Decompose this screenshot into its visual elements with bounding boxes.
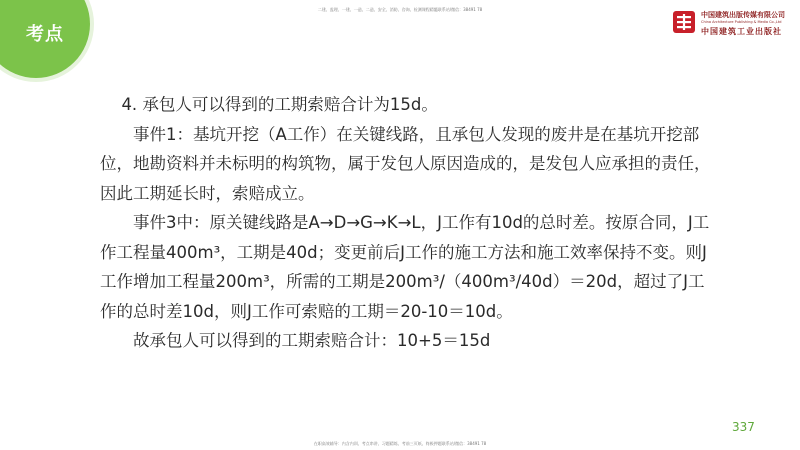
- publisher-emblem-icon: [672, 10, 696, 34]
- publisher-name-en: China Architecture Publishing & Media Co.,Ltd: [701, 20, 782, 24]
- event-1-explanation: 事件1：基坑开挖（A工作）在关键线路，且承包人发现的废井是在基坑开挖部位，地勘资料并未标明的构筑物，属于发包人原因造成的，是发包人应承担的责任，因此工期延长时，索赔成立。: [100, 124, 711, 203]
- publisher-logo-block: [672, 10, 792, 40]
- answer-content: [100, 90, 720, 356]
- answer-conclusion: 4. 承包人可以得到的工期索赔合计为15d。: [121, 95, 438, 114]
- page-number: 337: [732, 420, 755, 434]
- publisher-name-cn: 中国建筑出版传媒有限公司: [701, 11, 785, 19]
- bottom-watermark-note: 在职高效辅导：内含内训、考点串讲、习题精练、考前三页纸、终极押题联系站/微信：38491 78: [313, 441, 487, 446]
- top-watermark-note: 二建、监理、一建、一造、二造、安全、消防、咨询、检测课程精髓联系站/微信：38491 78: [317, 7, 483, 12]
- total-claim-summary: 故承包人可以得到的工期索赔合计：10+5＝15d: [133, 331, 491, 350]
- event-3-explanation: 事件3中：原关键线路是A→D→G→K→L，J工作有10d的总时差。按原合同，J工作工程量400m³，工期是40d；变更前后J工作的施工方法和施工效率保持不变。则J工作增加工程量200m³，所需的工期是200m³/（400m³/40d）＝20d，超过了J工作的总时差10d，则J工作可索赔的工期＝20-10＝10d。: [100, 213, 710, 321]
- topic-badge-label: 考点: [26, 24, 64, 45]
- publisher-name-script: 中国建筑工业出版社: [701, 26, 782, 36]
